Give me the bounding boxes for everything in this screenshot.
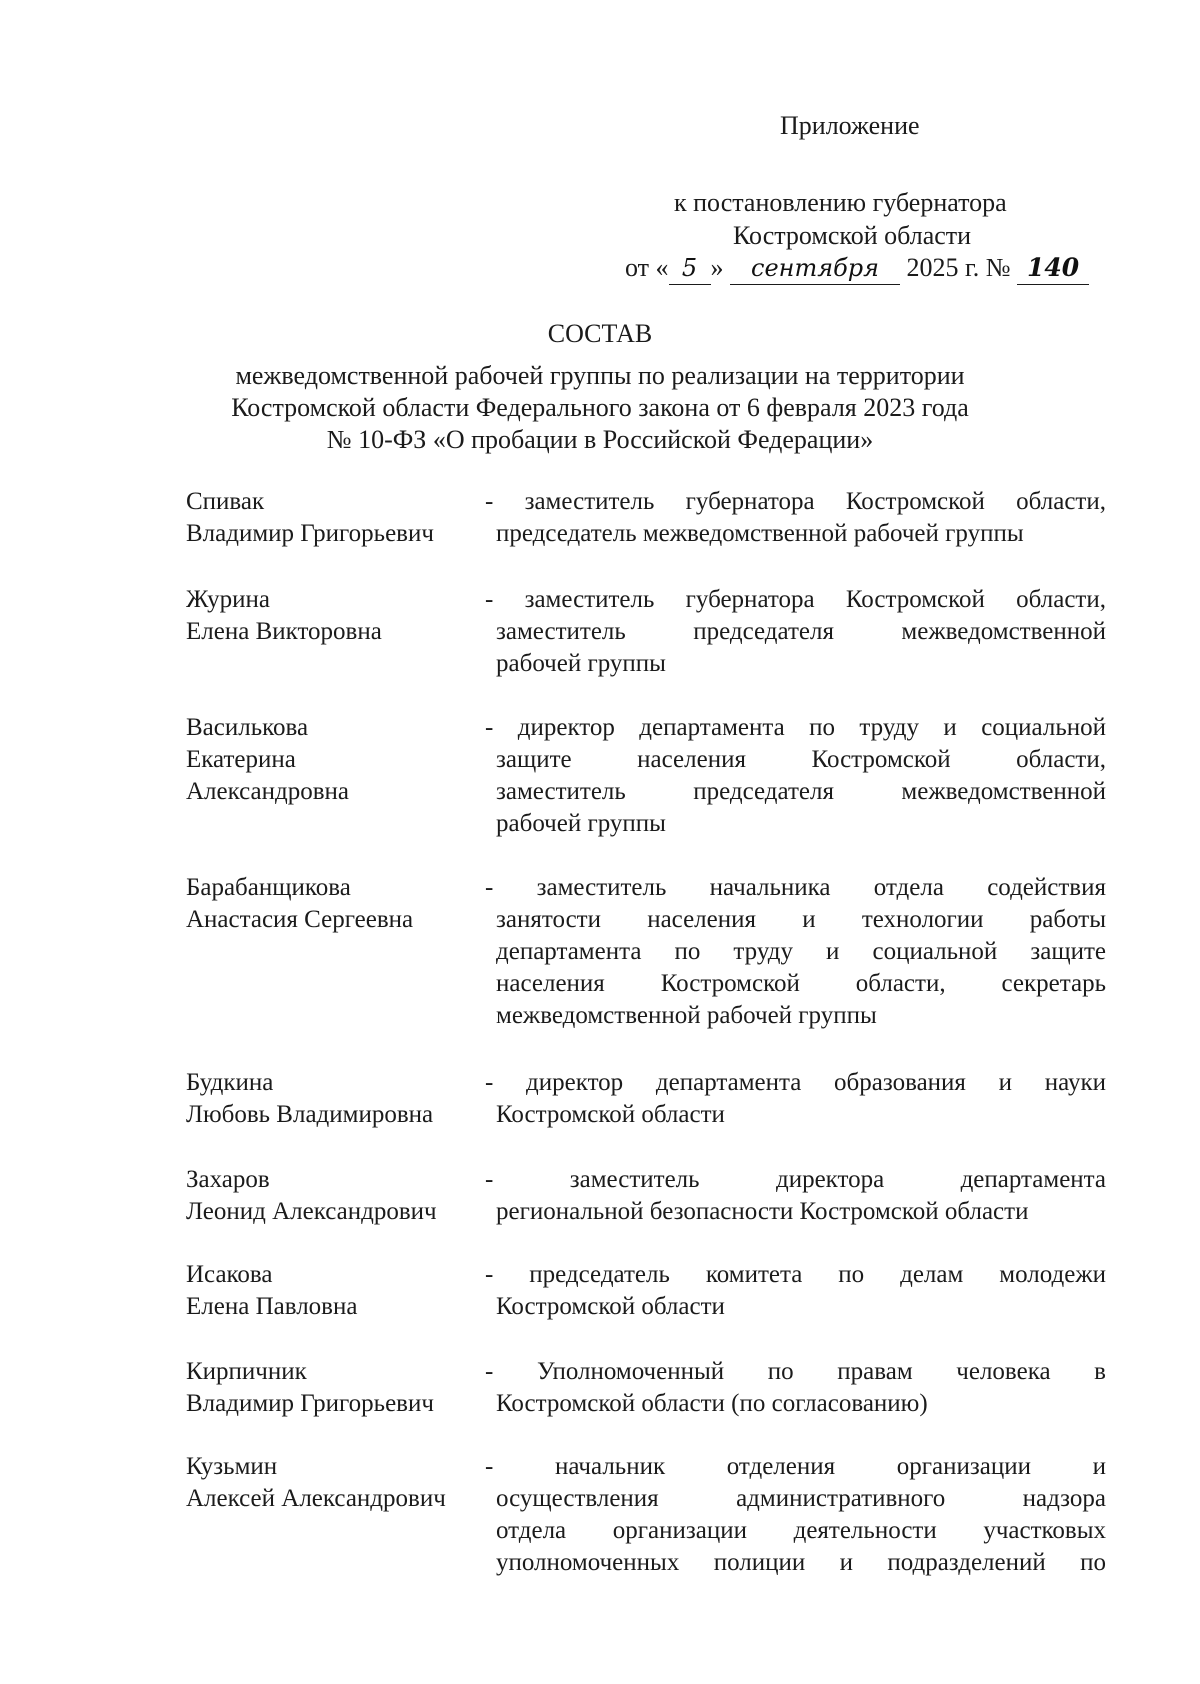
member-role xyxy=(485,1067,1106,1131)
member-role-line: - председатель комитета по делам молодежи xyxy=(485,1261,1106,1288)
member-role-line: заместитель председателя межведомственной xyxy=(496,618,1106,645)
member-role-line: занятости населения и технологии работы xyxy=(496,906,1106,933)
header-line-2: Костромской области xyxy=(733,221,972,250)
member-name-line: Барабанщикова xyxy=(186,874,351,901)
member-role-line: - заместитель губернатора Костромской области, xyxy=(485,586,1106,613)
member-name xyxy=(186,486,486,550)
date-line xyxy=(625,252,1089,285)
member-role-line: рабочей группы xyxy=(496,650,666,677)
member-name-line: Любовь Владимировна xyxy=(186,1101,434,1128)
member-role-line: Костромской области (по согласованию) xyxy=(496,1390,928,1417)
member-role xyxy=(485,486,1106,550)
member-role-line: - директор департамента образования и науки xyxy=(485,1069,1106,1096)
member-role-line: - заместитель губернатора Костромской области, xyxy=(485,488,1106,515)
member-name-line: Елена Павловна xyxy=(186,1293,358,1320)
member-role-line: уполномоченных полиции и подразделений по xyxy=(496,1549,1106,1576)
member-name xyxy=(186,872,486,936)
date-quote-close: » xyxy=(710,253,724,282)
member-role xyxy=(485,872,1106,1032)
appendix-label: Приложение xyxy=(780,111,920,140)
member-name-line: Екатерина xyxy=(186,746,296,773)
member-role xyxy=(485,1451,1106,1579)
member-name-line: Владимир Григорьевич xyxy=(186,520,434,547)
title-heading: СОСТАВ xyxy=(547,319,653,348)
document-number-handwritten: 140 xyxy=(1017,252,1089,285)
member-name xyxy=(186,1356,486,1420)
date-prefix: от « xyxy=(625,253,669,282)
member-role-line: - заместитель начальника отдела содействия xyxy=(485,874,1106,901)
member-name xyxy=(186,712,486,808)
member-name-line: Кирпичник xyxy=(186,1358,307,1385)
member-name-line: Елена Викторовна xyxy=(186,618,382,645)
member-name-line: Захаров xyxy=(186,1166,270,1193)
member-role-line: защите населения Костромской области, xyxy=(496,746,1106,773)
member-role xyxy=(485,1356,1106,1420)
member-role-line: рабочей группы xyxy=(496,810,666,837)
member-name-line: Кузьмин xyxy=(186,1453,278,1480)
member-role-line: - Уполномоченный по правам человека в xyxy=(485,1358,1106,1385)
member-name-line: Исакова xyxy=(186,1261,273,1288)
member-name-line: Будкина xyxy=(186,1069,274,1096)
member-name xyxy=(186,1067,486,1131)
member-role-line: отдела организации деятельности участковых xyxy=(496,1517,1106,1544)
member-role-line: председатель межведомственной рабочей группы xyxy=(496,520,1024,547)
header-line-1: к постановлению губернатора xyxy=(674,188,1007,217)
member-role xyxy=(485,1164,1106,1228)
member-role-line: осуществления административного надзора xyxy=(496,1485,1106,1512)
member-role xyxy=(485,584,1106,680)
member-name-line: Владимир Григорьевич xyxy=(186,1390,434,1417)
member-name xyxy=(186,1451,486,1515)
member-name xyxy=(186,1164,486,1228)
date-day-handwritten: 5 xyxy=(669,252,711,285)
member-role-line: региональной безопасности Костромской области xyxy=(496,1198,1029,1225)
member-role-line: - заместитель директора департамента xyxy=(485,1166,1106,1193)
member-role-line: населения Костромской области, секретарь xyxy=(496,970,1106,997)
member-role-line: департамента по труду и социальной защите xyxy=(496,938,1106,965)
member-role xyxy=(485,1259,1106,1323)
member-role-line: Костромской области xyxy=(496,1101,725,1128)
member-name-line: Василькова xyxy=(186,714,309,741)
title-line-3: № 10-ФЗ «О пробации в Российской Федерации» xyxy=(326,425,874,454)
member-name-line: Алексей Александрович xyxy=(186,1485,446,1512)
date-month-handwritten: сентября xyxy=(730,252,900,285)
member-role-line: - директор департамента по труду и социальной xyxy=(485,714,1106,741)
member-name xyxy=(186,584,486,648)
member-role-line: заместитель председателя межведомственной xyxy=(496,778,1106,805)
title-line-1: межведомственной рабочей группы по реализации на территории xyxy=(235,361,965,390)
member-role-line: межведомственной рабочей группы xyxy=(496,1002,877,1029)
member-role-line: - начальник отделения организации и xyxy=(485,1453,1106,1480)
member-name xyxy=(186,1259,486,1323)
title-line-2: Костромской области Федерального закона от 6 февраля 2023 года xyxy=(231,393,969,422)
member-name-line: Леонид Александрович xyxy=(186,1198,437,1225)
date-year: 2025 г. № xyxy=(906,253,1011,282)
member-name-line: Журина xyxy=(186,586,271,613)
member-name-line: Спивак xyxy=(186,488,265,515)
member-role-line: Костромской области xyxy=(496,1293,725,1320)
member-name-line: Александровна xyxy=(186,778,350,805)
member-role xyxy=(485,712,1106,840)
document-title xyxy=(150,318,1050,456)
member-name-line: Анастасия Сергеевна xyxy=(186,906,414,933)
